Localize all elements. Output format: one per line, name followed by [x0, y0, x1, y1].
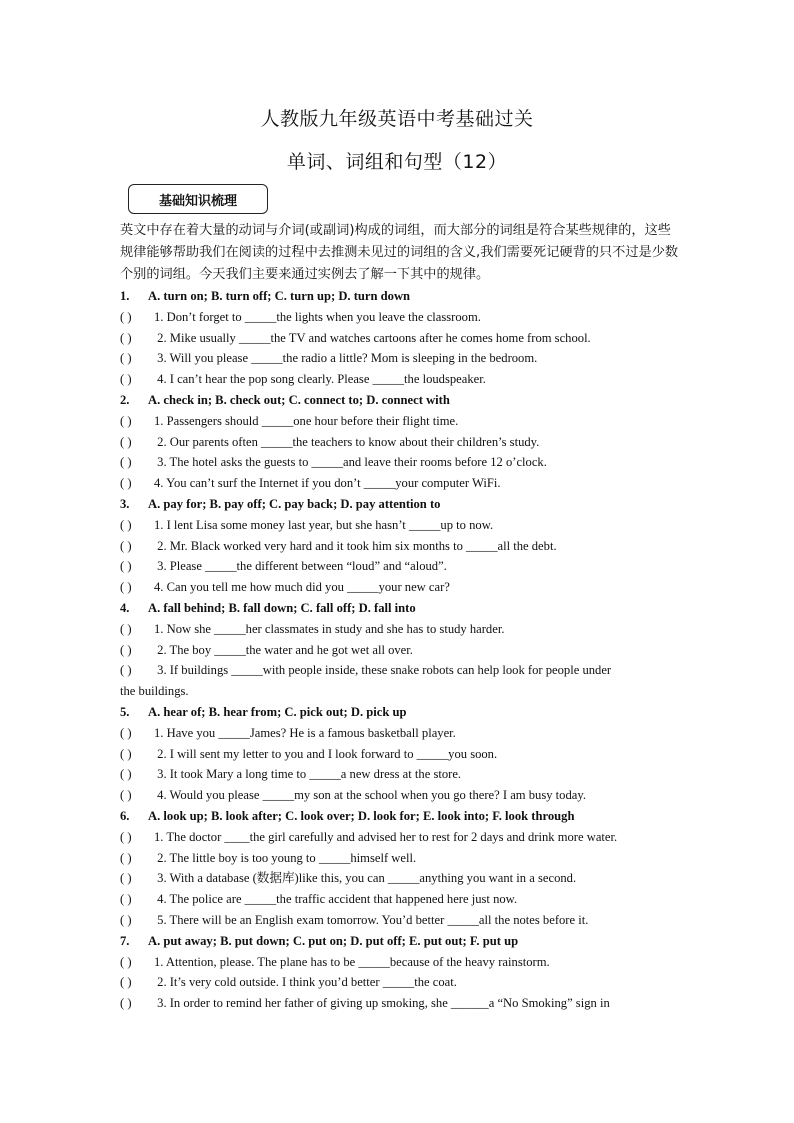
question-text: 5. There will be an English exam tomorrow. You’d better _____all the notes before it. [154, 912, 589, 927]
section-options: A. hear of; B. hear from; C. pick out; D. pick up [148, 704, 407, 719]
section-badge: 基础知识梳理 [128, 184, 268, 214]
section-options: A. pay for; B. pay off; C. pay back; D. pay attention to [148, 496, 441, 511]
answer-blank[interactable]: ( ) [120, 975, 132, 990]
section-header [120, 931, 680, 952]
section-header [120, 286, 680, 307]
answer-blank[interactable]: ( ) [120, 788, 132, 803]
answer-blank[interactable]: ( ) [120, 351, 132, 366]
question-text: 3. With a database (数据库)like this, you can _____anything you want in a second. [154, 871, 577, 886]
section-options: A. check in; B. check out; C. connect to; D. connect with [148, 392, 450, 407]
question-text: 1. Have you _____James? He is a famous basketball player. [154, 725, 456, 740]
question-line [120, 889, 680, 910]
question-line [120, 556, 680, 577]
section-options: A. turn on; B. turn off; C. turn up; D. turn down [148, 289, 411, 303]
answer-blank[interactable]: ( ) [120, 725, 132, 740]
question-line [120, 785, 680, 806]
answer-blank[interactable]: ( ) [120, 954, 132, 969]
answer-blank[interactable]: ( ) [120, 829, 132, 844]
question-text: 3. Please _____the different between “loud” and “aloud”. [154, 559, 447, 574]
answer-blank[interactable]: ( ) [120, 517, 132, 532]
question-text: 4. The police are _____the traffic accident that happened here just now. [154, 892, 518, 907]
question-text: 1. Passengers should _____one hour before their flight time. [154, 413, 459, 428]
answer-blank[interactable]: ( ) [120, 580, 132, 595]
section-header [120, 494, 680, 515]
question-line [120, 432, 680, 453]
question-text: 2. I will sent my letter to you and I look forward to _____you soon. [154, 746, 498, 761]
question-line [120, 910, 680, 931]
question-line [120, 328, 680, 349]
question-line [120, 972, 680, 993]
answer-blank[interactable]: ( ) [120, 871, 132, 886]
question-line [120, 473, 680, 494]
answer-blank[interactable]: ( ) [120, 642, 132, 657]
question-text: 3. It took Mary a long time to _____a new dress at the store. [154, 767, 462, 782]
question-line [120, 660, 680, 681]
answer-blank[interactable]: ( ) [120, 538, 132, 553]
question-line [120, 868, 680, 889]
answer-blank[interactable]: ( ) [120, 746, 132, 761]
question-text: 1. The doctor ____the girl carefully and advised her to rest for 2 days and drink more water. [154, 829, 618, 844]
question-line [120, 827, 680, 848]
document-subtitle: 单词、词组和句型（12） [286, 151, 508, 173]
question-line [120, 452, 680, 473]
document-title: 人教版九年级英语中考基础过关 [260, 108, 534, 130]
section-header [120, 806, 680, 827]
question-line [120, 307, 680, 328]
question-continuation: the buildings. [120, 684, 189, 699]
exercise-list [120, 286, 680, 1014]
answer-blank[interactable]: ( ) [120, 434, 132, 449]
section-number: 5. [120, 704, 130, 719]
question-line [120, 993, 680, 1014]
answer-blank[interactable]: ( ) [120, 309, 132, 324]
question-text: 4. Can you tell me how much did you _____your new car? [154, 580, 450, 595]
section-options: A. look up; B. look after; C. look over; D. look for; E. look into; F. look through [148, 808, 575, 823]
answer-blank[interactable]: ( ) [120, 767, 132, 782]
answer-blank[interactable]: ( ) [120, 413, 132, 428]
section-number: 1. [120, 289, 130, 303]
section-header [120, 390, 680, 411]
section-number: 2. [120, 392, 130, 407]
question-line [120, 952, 680, 973]
question-text: 1. Attention, please. The plane has to be _____because of the heavy rainstorm. [154, 954, 550, 969]
answer-blank[interactable]: ( ) [120, 663, 132, 678]
question-line [120, 764, 680, 785]
question-line [120, 619, 680, 640]
question-line [120, 536, 680, 557]
answer-blank[interactable]: ( ) [120, 892, 132, 907]
section-number: 3. [120, 496, 130, 511]
answer-blank[interactable]: ( ) [120, 372, 132, 387]
question-text: 2. The little boy is too young to _____himself well. [154, 850, 417, 865]
answer-blank[interactable]: ( ) [120, 455, 132, 470]
question-text: 2. It’s very cold outside. I think you’d better _____the coat. [154, 975, 457, 990]
question-line [120, 515, 680, 536]
section-header [120, 598, 680, 619]
question-text: 1. Now she _____her classmates in study and she has to study harder. [154, 621, 505, 636]
question-text: 2. The boy _____the water and he got wet all over. [154, 642, 413, 657]
question-text: 4. I can’t hear the pop song clearly. Please _____the loudspeaker. [154, 372, 486, 387]
answer-blank[interactable]: ( ) [120, 996, 132, 1011]
question-line [120, 348, 680, 369]
question-text: 2. Our parents often _____the teachers to know about their children’s study. [154, 434, 540, 449]
section-options: A. put away; B. put down; C. put on; D. put off; E. put out; F. put up [148, 933, 519, 948]
question-line [120, 411, 680, 432]
question-line [120, 848, 680, 869]
question-line [120, 723, 680, 744]
section-options: A. fall behind; B. fall down; C. fall off; D. fall into [148, 600, 416, 615]
section-number: 4. [120, 600, 130, 615]
question-text: 3. Will you please _____the radio a little? Mom is sleeping in the bedroom. [154, 351, 538, 366]
question-line [120, 640, 680, 661]
question-text: 2. Mike usually _____the TV and watches cartoons after he comes home from school. [154, 330, 591, 345]
answer-blank[interactable]: ( ) [120, 559, 132, 574]
question-text: 4. You can’t surf the Internet if you don’t _____your computer WiFi. [154, 476, 501, 491]
answer-blank[interactable]: ( ) [120, 330, 132, 345]
answer-blank[interactable]: ( ) [120, 912, 132, 927]
section-number: 6. [120, 808, 130, 823]
question-text: 1. Don’t forget to _____the lights when you leave the classroom. [154, 309, 481, 324]
question-text: 3. In order to remind her father of giving up smoking, she ______a “No Smoking” sign in [154, 996, 610, 1011]
question-line [120, 744, 680, 765]
question-text: 2. Mr. Black worked very hard and it took him six months to _____all the debt. [154, 538, 557, 553]
question-line [120, 577, 680, 598]
question-text: 1. I lent Lisa some money last year, but she hasn’t _____up to now. [154, 517, 494, 532]
question-line [120, 369, 680, 390]
intro-paragraph: 英文中存在着大量的动词与介词(或副词)构成的词组，而大部分的词组是符合某些规律的，这些规律能够帮助我们在阅读的过程中去推测未见过的词组的含义,我们需要死记硬背的只不过是少数 个别的词组。今天我们主要来通过实例去了解一下其中的规律。 [120, 223, 679, 282]
section-header [120, 702, 680, 723]
section-number: 7. [120, 933, 130, 948]
question-text: 3. The hotel asks the guests to _____and leave their rooms before 12 o’clock. [154, 455, 547, 470]
question-text: 4. Would you please _____my son at the school when you go there? I am busy today. [154, 788, 586, 803]
answer-blank[interactable]: ( ) [120, 850, 132, 865]
answer-blank[interactable]: ( ) [120, 621, 132, 636]
question-text: 3. If buildings _____with people inside, these snake robots can help look for people under [154, 663, 612, 678]
answer-blank[interactable]: ( ) [120, 476, 132, 491]
